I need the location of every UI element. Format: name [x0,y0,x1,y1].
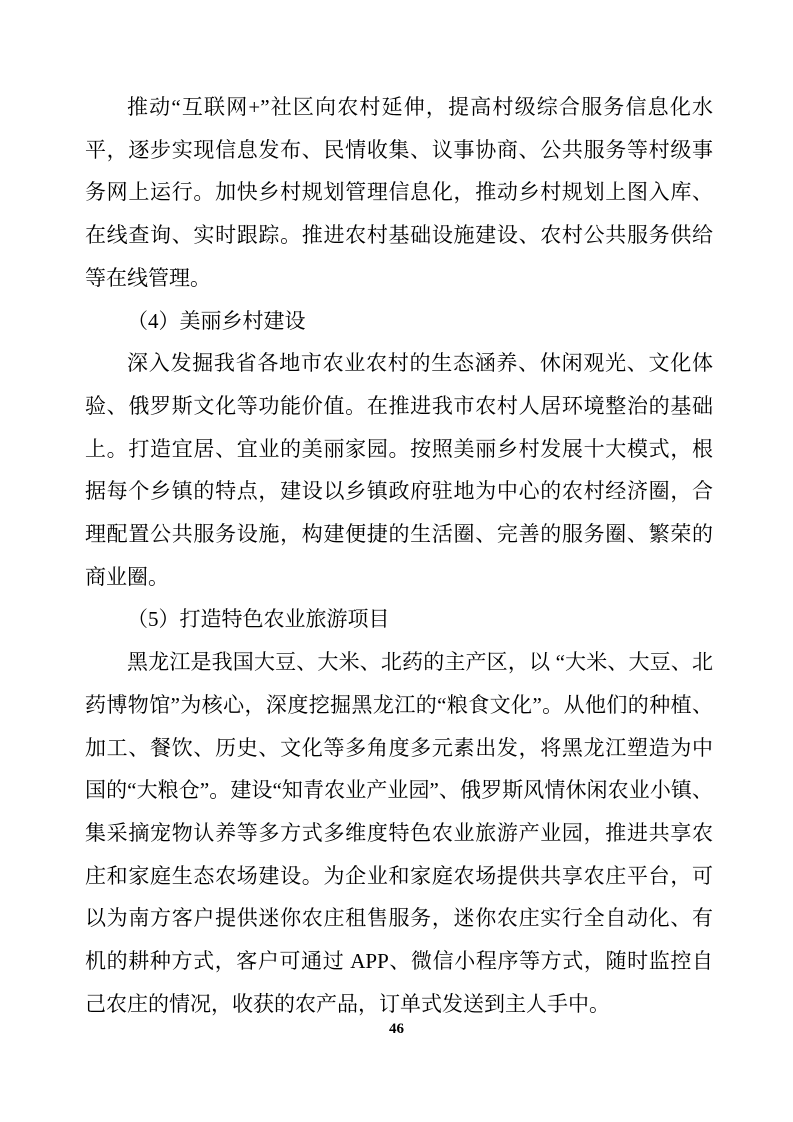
paragraph-beautiful-countryside: 深入发掘我省各地市农业农村的生态涵养、休闲观光、文化体验、俄罗斯文化等功能价值。在推进我市农村人居环境整治的基础上。打造宜居、宜业的美丽家园。按照美丽乡村发展十大模式，根据每个乡镇的特点，建设以乡镇政府驻地为中心的农村经济圈，合理配置公共服务设施，构建便捷的生活圈、完善的服务圈、繁荣的商业圈。 [85,351,713,589]
paragraph-internet-plus-rural-services: 推动“互联网+”社区向农村延伸，提高村级综合服务信息化水平，逐步实现信息发布、民情收集、议事协商、公共服务等村级事务网上运行。加快乡村规划管理信息化，推动乡村规划上图入库、在线查询、实时跟踪。推进农村基础设施建设、农村公共服务供给等在线管理。 [85,95,713,290]
page-content [85,86,713,1025]
section-heading-agri-tourism-project: （5）打造特色农业旅游项目 [127,607,390,632]
paragraph-agri-tourism-project: 黑龙江是我国大豆、大米、北药的主产区，以 “大米、大豆、北药博物馆”为核心，深度挖掘黑龙江的“粮食文化”。从他们的种植、加工、餐饮、历史、文化等多角度多元素出发，将黑龙江塑造为中国的“大粮仓”。建设“知青农业产业园”、俄罗斯风情休闲农业小镇、集采摘宠物认养等多方式多维度特色农业旅游产业园，推进共享农庄和家庭生态农场建设。为企业和家庭农场提供共享农庄平台，可以为南方客户提供迷你农庄租售服务，迷你农庄实行全自动化、有机的耕种方式，客户可通过 APP、微信小程序等方式，随时监控自己农庄的情况，收获的农产品，订单式发送到主人手中。 [85,650,713,1016]
section-heading-beautiful-countryside: （4）美丽乡村建设 [127,308,306,333]
page-number: 46 [389,1021,404,1037]
